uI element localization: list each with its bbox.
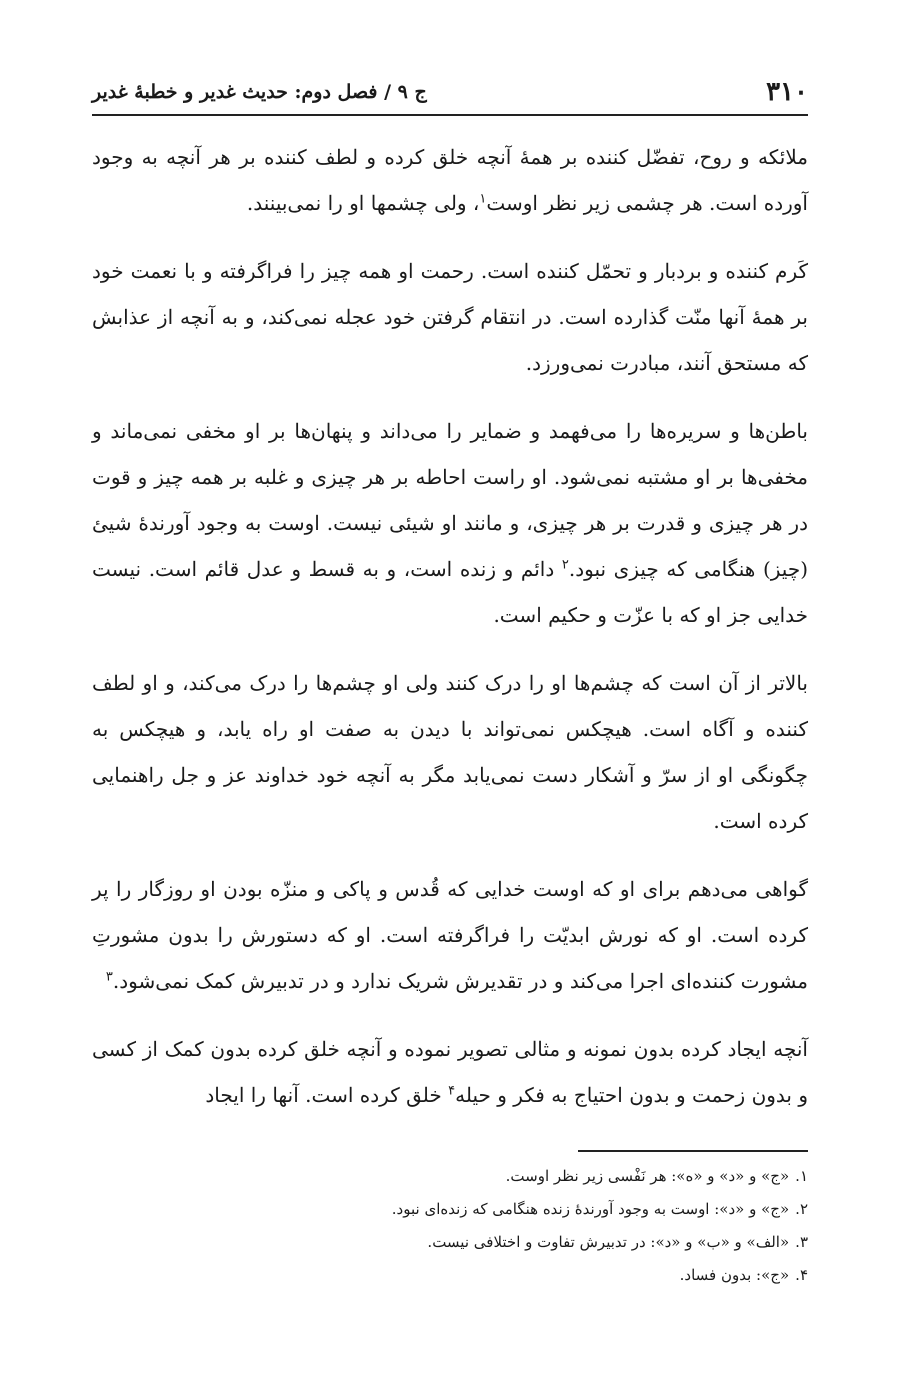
- footnote-ref-4[interactable]: ۴: [448, 1083, 456, 1099]
- paragraph-3: باطن‌ها و سریره‌ها را می‌فهمد و ضمایر را می‌داند و پنهان‌ها بر او مخفی نمی‌ماند و مخفی‌ها بر او مشتبه نمی‌شود. او راست احاطه بر هر چیزی و غلبه بر همه چیز و قوت در هر چیزی و قدرت بر هر چیزی، و مانند او شیئی نیست. اوست به وجود آورندهٔ شیئ (چیز) هنگامی که چیزی نبود.$^۲$ دائم و زنده است، و به قسط و عدل قائم است. نیست خدایی جز او که با عزّت و حکیم است.: [92, 419, 809, 627]
- footnotes: [92, 1160, 808, 1292]
- paragraph-6: آنچه ایجاد کرده بدون نمونه و مثالی تصویر نموده و آنچه خلق کرده بدون کمک از کسی و بدون زحمت و بدون احتیاج به فکر و حیله$^۴$ خلق کرده است. آنها را ایجاد: [92, 1037, 808, 1107]
- footnote-ref-3[interactable]: ۳: [105, 969, 113, 985]
- page-number: ۳۱۰: [766, 77, 808, 107]
- footnote-2: ۲. «ج» و «د»: اوست به وجود آورندهٔ زنده هنگامی که زنده‌ای نبود.: [391, 1200, 808, 1218]
- footnote-1: ۱. «ج» و «د» و «ه»: هر نَفْسی زیر نظر اوست.: [505, 1167, 808, 1185]
- page-header: [92, 70, 808, 116]
- running-title: ج ۹ / فصل دوم: حدیث غدیر و خطبهٔ غدیر: [92, 81, 427, 103]
- footnote-ref-1[interactable]: ۱: [479, 191, 487, 207]
- paragraph-4: بالاتر از آن است که چشم‌ها او را درک کنند ولی او چشم‌ها را درک می‌کند، و او لطف کننده و آگاه است. هیچکس نمی‌تواند با دیدن به صفت او راه یابد، و هیچکس به چگونگی او از سرّ و آشکار دست نمی‌یابد مگر به آنچه خود خداوند عز و جل راهنمایی کرده است.: [92, 671, 808, 833]
- paragraph-1: ملائکه و روح، تفضّل کننده بر همهٔ آنچه خلق کرده و لطف کننده بر هر آنچه به وجود آورده است. هر چشمی زیر نظر اوست$^۱$، ولی چشمها او را نمی‌بینند.: [92, 145, 808, 215]
- paragraph-5: گواهی می‌دهم برای او که اوست خدایی که قُدس و پاکی و منزّه بودن او روزگار را پر کرده است. او که نورش ابدیّت را فراگرفته است. او که دستورش را بدون مشورتِ مشورت کننده‌ای اجرا می‌کند و در تقدیرش شریک ندارد و در تدبیرش کمک نمی‌شود.$^۳$: [92, 877, 809, 993]
- paragraph-2: کَرم کننده و بردبار و تحمّل کننده است. رحمت او همه چیز را فراگرفته و با نعمت خود بر همهٔ آنها منّت گذارده است. در انتقام گرفتن خود عجله نمی‌کند، و به آنچه از عذابش که مستحق آنند، مبادرت نمی‌ورزد.: [92, 259, 808, 375]
- footnote-4: ۴. «ج»: بدون فساد.: [679, 1266, 808, 1284]
- footnote-divider: [578, 1150, 808, 1152]
- main-text: [92, 134, 808, 1140]
- footnote-3: ۳. «الف» و «ب» و «د»: در تدبیرش تفاوت و اختلافی نیست.: [427, 1233, 808, 1251]
- footnote-ref-2[interactable]: ۲: [561, 557, 569, 573]
